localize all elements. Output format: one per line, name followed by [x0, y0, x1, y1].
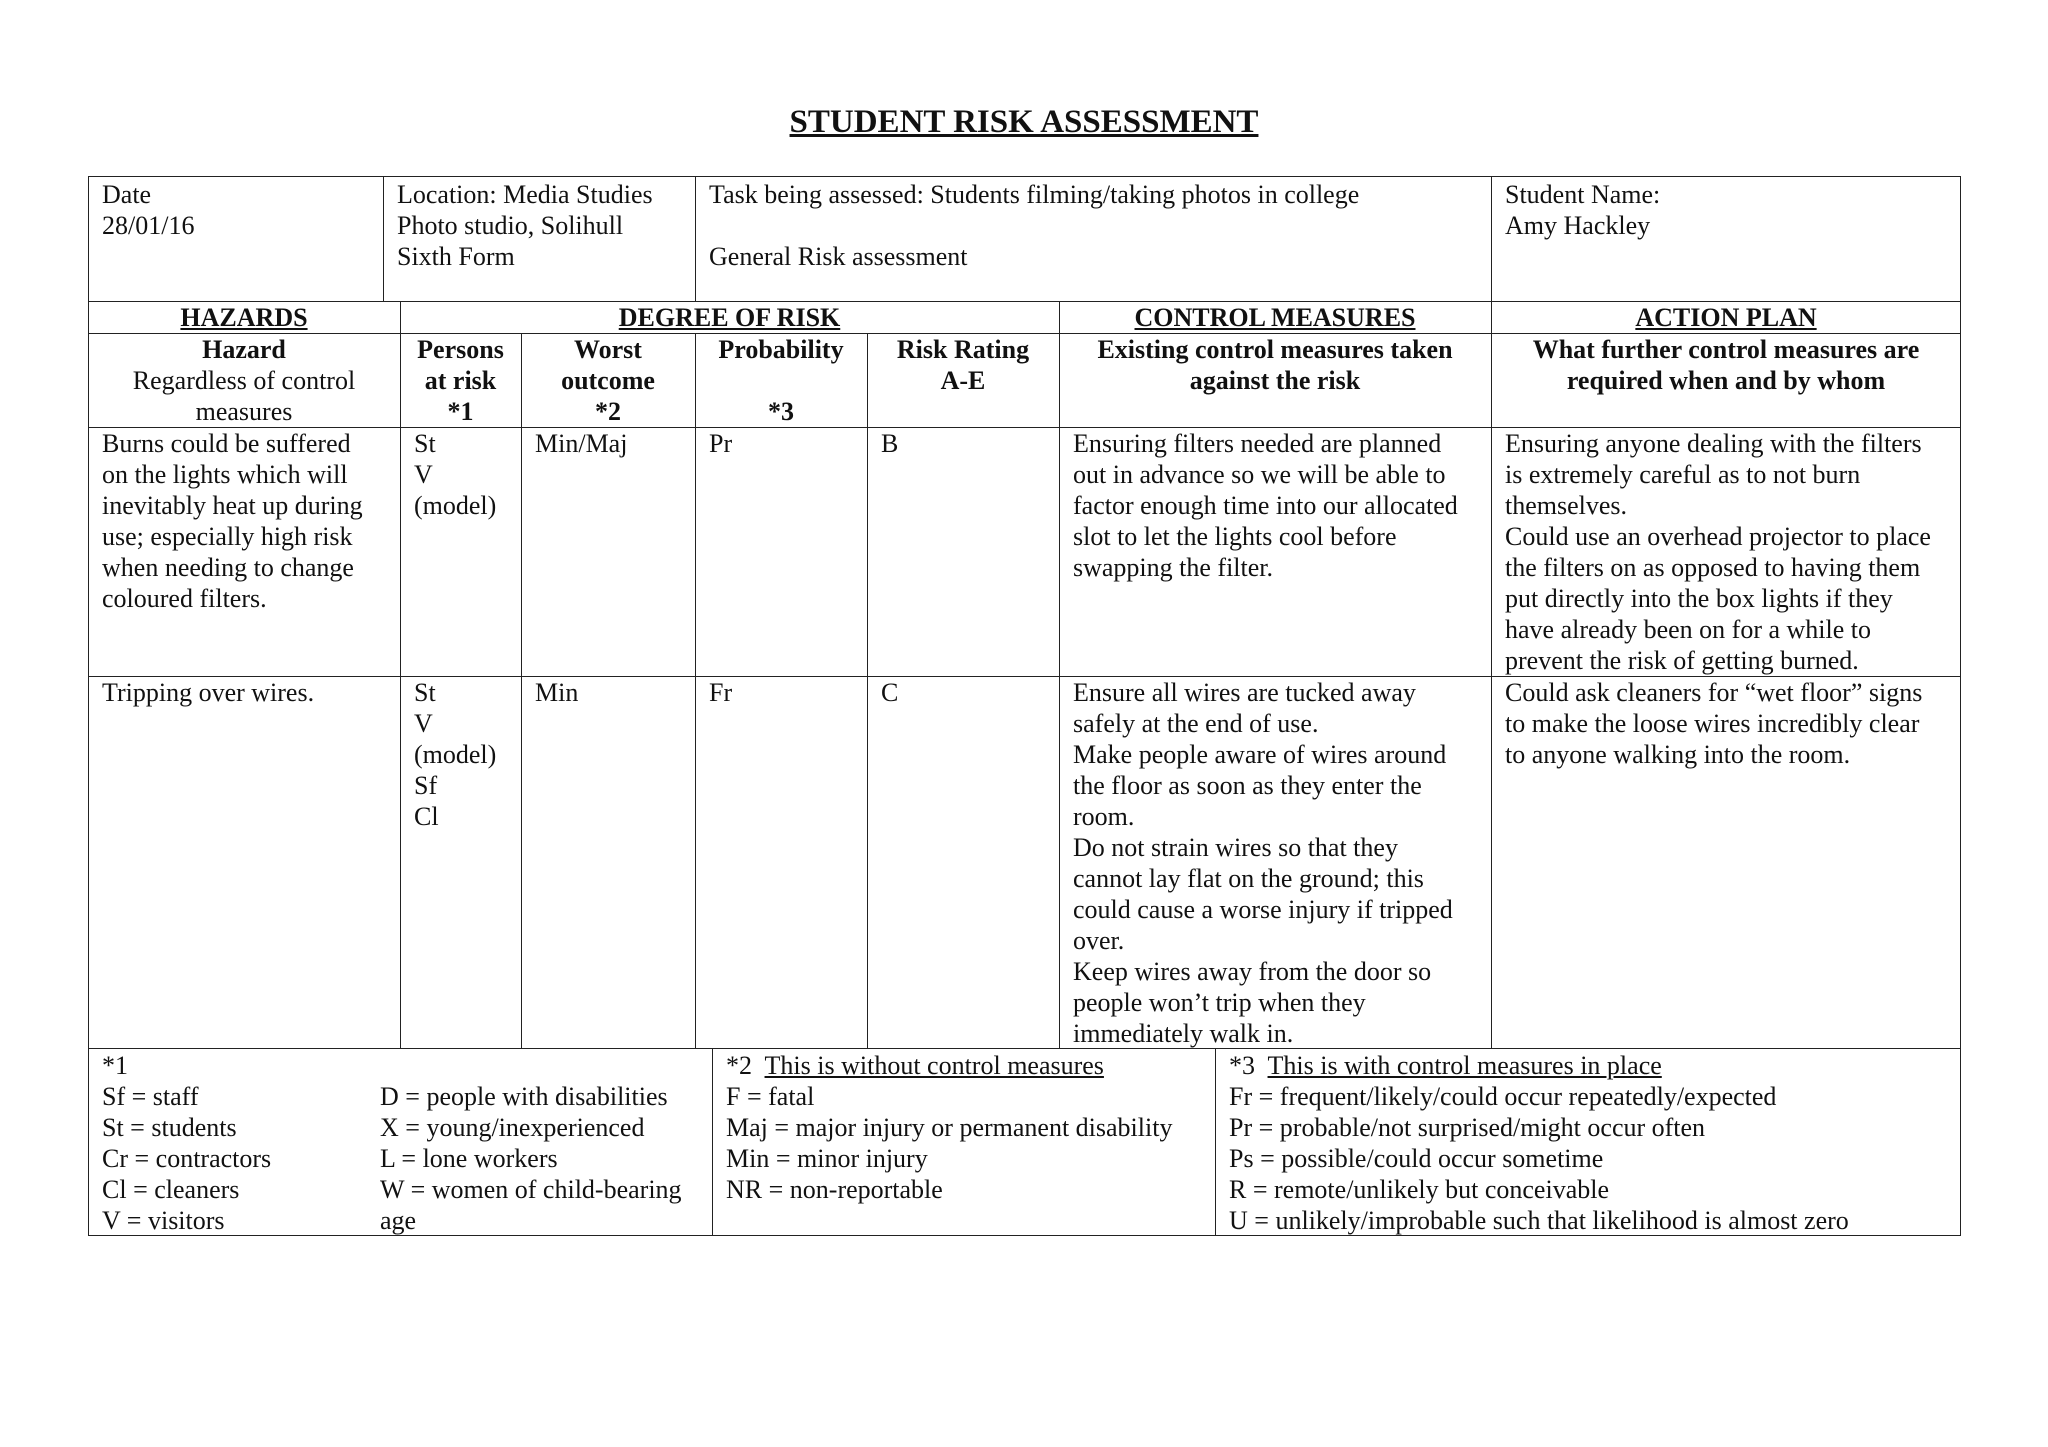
table-row-worst: Min/Maj: [535, 429, 628, 458]
col-worst: Worst outcome *2: [561, 335, 655, 426]
section-degree-of-risk: DEGREE OF RISK: [618, 303, 841, 332]
table-row-existing: Ensuring filters needed are planned out in advance so we will be able to factor enough time into our allocated slot to let the lights cool before swapping the filter.: [1073, 429, 1458, 582]
col-hazard: Hazard Regardless of control measures: [132, 335, 356, 426]
col-probability: Probability *3: [718, 335, 844, 426]
location-line: Sixth Form: [397, 242, 515, 271]
legend-persons-left: Sf = staff St = students Cr = contractors Cl = cleaners V = visitors: [102, 1082, 272, 1235]
page-title: STUDENT RISK ASSESSMENT: [789, 104, 1259, 140]
table-row-existing: Ensure all wires are tucked away safely at the end of use. Make people aware of wires around the floor as soon as they enter the room. Do not strain wires so that they cannot lay flat on the ground; this could cause a worse injury if tripped over. Keep wires away from the door so people won’t trip when they immediately walk in.: [1073, 678, 1453, 1048]
legend-outcome: *2 This is without control measures F = fatal Maj = major injury or permanent disability Min = minor injury NR = non-reportable: [726, 1051, 1173, 1204]
section-control-measures: CONTROL MEASURES: [1134, 303, 1416, 332]
location-cell: [397, 179, 653, 272]
section-action-plan: ACTION PLAN: [1635, 303, 1817, 332]
task-cell: [709, 179, 1359, 272]
col-existing-measures: Existing control measures taken against the risk: [1097, 335, 1453, 395]
table-row-hazard: Burns could be suffered on the lights which will inevitably heat up during use; especially high risk when needing to change coloured filters.: [102, 429, 363, 613]
legend-probability: *3 This is with control measures in place Fr = frequent/likely/could occur repeatedly/expected Pr = probable/not surprised/might occur often Ps = possible/could occur sometime R = remote/unlikely but conceivable U = unlikely/improbable such that likelihood is almost zero: [1229, 1051, 1849, 1235]
table-row-rating: B: [881, 429, 899, 458]
table-row-hazard: Tripping over wires.: [102, 678, 315, 707]
table-row-persons: St V (model) Sf Cl: [414, 678, 497, 831]
col-persons: Persons at risk *1: [417, 335, 504, 426]
student-label: Student Name:: [1505, 180, 1661, 209]
student-cell: [1505, 179, 1660, 241]
date-value: 28/01/16: [102, 211, 195, 240]
table-row-probability: Fr: [709, 678, 733, 707]
task-line: Task being assessed: Students filming/taking photos in college: [709, 180, 1360, 209]
location-line: Photo studio, Solihull: [397, 211, 624, 240]
legend-persons: *1: [102, 1051, 128, 1080]
table-row-further: Ensuring anyone dealing with the filters is extremely careful as to not burn themselves. Could use an overhead projector to place the filters on as opposed to having them put directly into the box lights if they have already been on for a while to prevent the risk of getting burned.: [1505, 429, 1931, 675]
legend-persons-right: D = people with disabilities X = young/inexperienced L = lone workers W = women of child-bearing age: [380, 1082, 682, 1235]
table-row-rating: C: [881, 678, 899, 707]
table-row-worst: Min: [535, 678, 579, 707]
student-value: Amy Hackley: [1505, 211, 1651, 240]
table-row-further: Could ask cleaners for “wet floor” signs to make the loose wires incredibly clear to anyone walking into the room.: [1505, 678, 1923, 769]
task-sub: General Risk assessment: [709, 242, 968, 271]
date-cell: [102, 179, 194, 241]
table-row-persons: St V (model): [414, 429, 497, 520]
section-hazards: HAZARDS: [180, 303, 308, 332]
date-label: Date: [102, 180, 152, 209]
col-further-measures: What further control measures are required when and by whom: [1532, 335, 1920, 395]
col-risk-rating: Risk Rating A-E: [896, 335, 1030, 395]
location-line: Location: Media Studies: [397, 180, 653, 209]
table-row-probability: Pr: [709, 429, 733, 458]
